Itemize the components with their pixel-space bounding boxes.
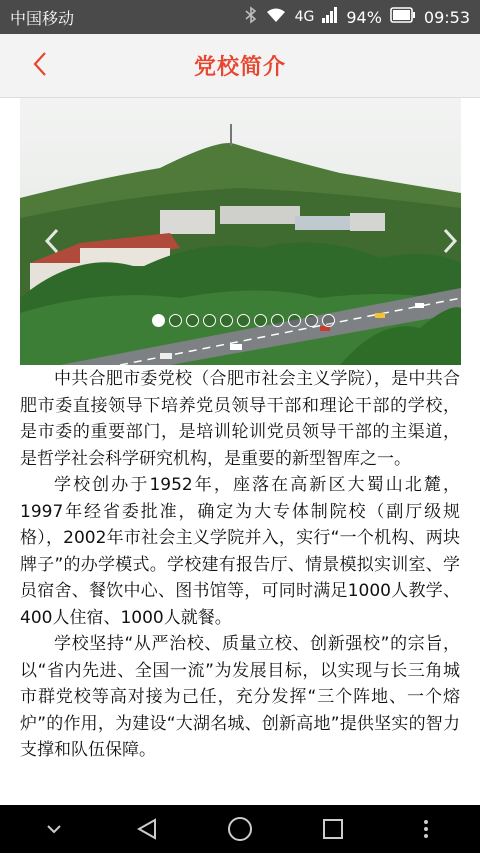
carrier-label: 中国移动 <box>10 8 75 28</box>
carousel-dot[interactable] <box>237 314 250 327</box>
chevron-left-icon <box>32 51 48 81</box>
status-indicators <box>245 6 470 28</box>
carousel-dot[interactable] <box>186 314 199 327</box>
app-header <box>0 34 480 98</box>
article-paragraph: 学校创办于1952年，座落在高新区大蜀山北麓，1997年经省委批准，确定为大专体制院校（副厅级规格），2002年市社会主义学院并入，实行“一个机构、两块牌子”的办学模式。学校建有报告厅、情景模拟实训室、学员宿舍、餐饮中心、图书馆等，可同时满足1000人教学、400人住宿、1000人就餐。 <box>20 475 460 628</box>
carousel-indicators <box>152 314 335 327</box>
more-dots-icon[interactable] <box>406 809 446 849</box>
carousel-dot[interactable] <box>322 314 335 327</box>
clock: 09:53 <box>423 7 470 27</box>
carousel-dot[interactable] <box>254 314 267 327</box>
page-title: 党校简介 <box>193 55 286 80</box>
carousel-dot[interactable] <box>271 314 284 327</box>
article-paragraph: 学校坚持“从严治校、质量立校、创新强校”的宗旨，以“省内先进、全国一流”为发展目标，以实现与长三角城市群党校等高对接为己任，充分发挥“三个阵地、一个熔炉”的作用，为建设“大湖名城、创新高地”提供坚实的智力支撑和队伍保障。 <box>20 634 460 760</box>
carousel-dot[interactable] <box>152 314 165 327</box>
intro-article <box>20 366 460 764</box>
recents-square-icon[interactable] <box>313 809 353 849</box>
home-circle-icon[interactable] <box>220 809 260 849</box>
carousel-dot[interactable] <box>169 314 182 327</box>
chevron-down-icon[interactable] <box>34 809 74 849</box>
system-nav-bar <box>0 805 480 853</box>
network-type: 4G <box>294 9 315 25</box>
carousel-next-button[interactable] <box>440 226 460 256</box>
article-paragraph: 中共合肥市委党校（合肥市社会主义学院），是中共合肥市委直接领导下培养党员领导干部和理论干部的学校，是市委的重要部门，是培训轮训党员领导干部的主渠道，是哲学社会科学研究机构，是重要的新型智库之一。 <box>20 369 460 469</box>
status-bar <box>0 0 480 34</box>
carousel-dot[interactable] <box>203 314 216 327</box>
back-button[interactable] <box>26 52 54 80</box>
battery-icon <box>390 7 416 27</box>
carousel-prev-button[interactable] <box>42 226 62 256</box>
bluetooth-icon <box>245 6 257 28</box>
carousel-dot[interactable] <box>220 314 233 327</box>
signal-icon <box>322 7 338 27</box>
back-triangle-icon[interactable] <box>127 809 167 849</box>
carousel-dot[interactable] <box>288 314 301 327</box>
battery-percent: 94% <box>346 7 382 27</box>
wifi-icon <box>265 6 287 28</box>
carousel-dot[interactable] <box>305 314 318 327</box>
